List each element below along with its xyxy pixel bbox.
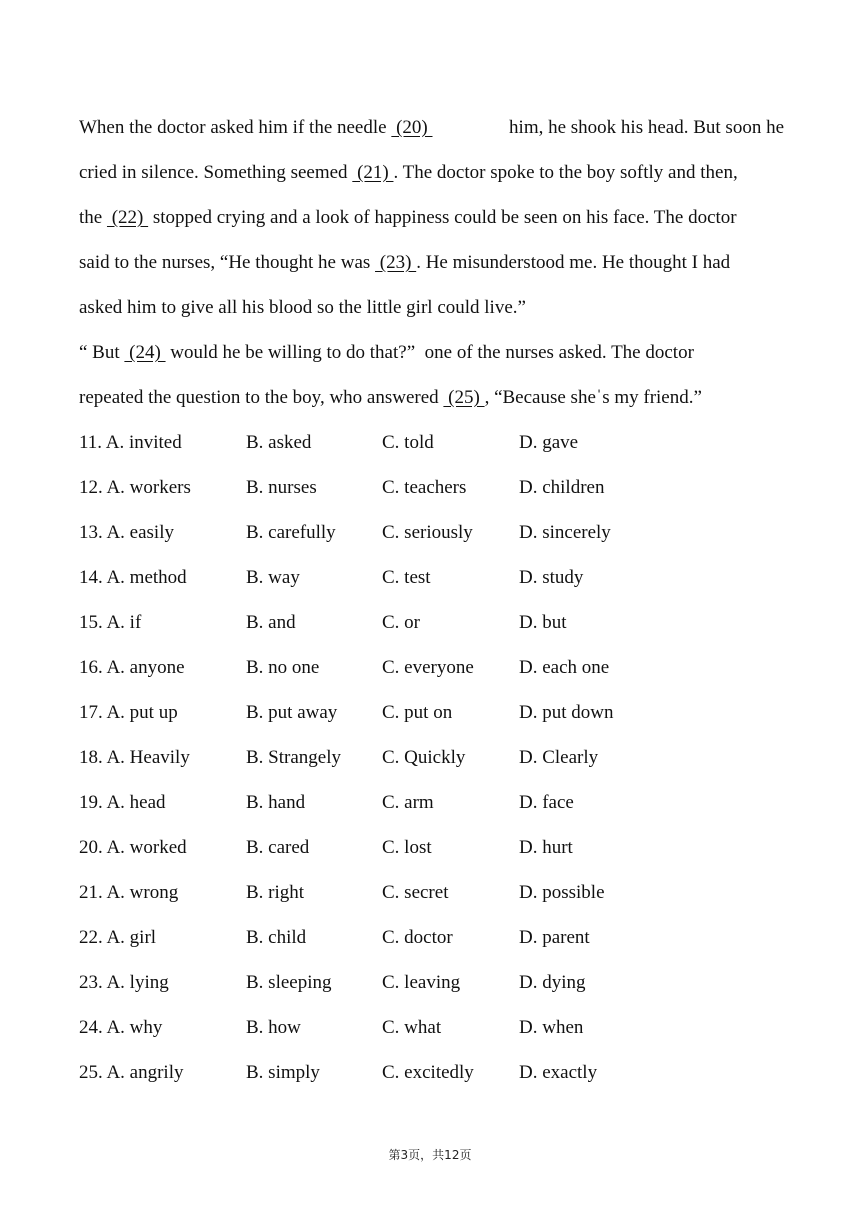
- passage-line: [79, 285, 784, 330]
- passage-text: “ But: [79, 342, 125, 363]
- option-c: C. secret: [382, 882, 449, 903]
- passage-text: repeated the question to the boy, who answered: [79, 387, 444, 408]
- blank-21: (21): [352, 162, 394, 183]
- question-row: [79, 1050, 784, 1095]
- option-b: B. put away: [246, 702, 338, 723]
- option-b: B. child: [246, 927, 307, 948]
- option-a: 15. A. if: [79, 612, 142, 633]
- option-c: C. excitedly: [382, 1062, 474, 1083]
- option-d: D. but: [519, 612, 567, 633]
- option-d: D. exactly: [519, 1062, 598, 1083]
- passage-line: [79, 330, 784, 375]
- option-c: C. leaving: [382, 972, 461, 993]
- option-c: C. put on: [382, 702, 453, 723]
- blank-20: (20): [391, 117, 433, 138]
- passage-text: When the doctor asked him if the needle: [79, 117, 392, 138]
- option-d: D. sincerely: [519, 522, 611, 543]
- passage-line: [79, 375, 784, 420]
- passage-text: said to the nurses, “He thought he was: [79, 252, 376, 273]
- question-row: [79, 870, 784, 915]
- option-b: B. how: [246, 1017, 301, 1038]
- option-a: 17. A. put up: [79, 702, 178, 723]
- answer-options: [79, 420, 784, 1095]
- blank-24: (24): [124, 342, 166, 363]
- option-a: 13. A. easily: [79, 522, 174, 543]
- question-row: [79, 915, 784, 960]
- option-a: 19. A. head: [79, 792, 166, 813]
- passage-text: asked him to give all his blood so the little girl could live.”: [79, 297, 526, 318]
- option-d: D. put down: [519, 702, 614, 723]
- cloze-passage: [79, 105, 784, 420]
- passage-text: him, he shook his head. But soon he: [504, 117, 784, 138]
- option-c: C. teachers: [382, 477, 467, 498]
- passage-text: stopped crying and a look of happiness could be seen on his face. The doctor: [148, 207, 737, 228]
- option-a: 16. A. anyone: [79, 657, 185, 678]
- option-a: 11. A. invited: [79, 432, 182, 453]
- option-d: D. gave: [519, 432, 579, 453]
- option-b: B. and: [246, 612, 296, 633]
- option-a: 24. A. why: [79, 1017, 163, 1038]
- option-d: D. study: [519, 567, 584, 588]
- option-b: B. no one: [246, 657, 320, 678]
- option-b: B. cared: [246, 837, 310, 858]
- option-b: B. carefully: [246, 522, 336, 543]
- question-row: [79, 465, 784, 510]
- option-c: C. told: [382, 432, 434, 453]
- blank-22: (22): [106, 207, 149, 228]
- question-row: [79, 510, 784, 555]
- option-d: D. dying: [519, 972, 586, 993]
- option-a: 25. A. angrily: [79, 1062, 184, 1083]
- option-c: C. or: [382, 612, 420, 633]
- option-a: 18. A. Heavily: [79, 747, 190, 768]
- question-row: [79, 555, 784, 600]
- option-d: D. when: [519, 1017, 584, 1038]
- option-d: D. each one: [519, 657, 610, 678]
- option-b: B. way: [246, 567, 300, 588]
- question-row: [79, 690, 784, 735]
- option-c: C. what: [382, 1017, 442, 1038]
- question-row: [79, 780, 784, 825]
- option-c: C. test: [382, 567, 431, 588]
- option-d: D. parent: [519, 927, 590, 948]
- option-a: 23. A. lying: [79, 972, 169, 993]
- page-number: 第3页，共12页: [388, 1148, 472, 1162]
- option-b: B. hand: [246, 792, 306, 813]
- option-c: C. arm: [382, 792, 434, 813]
- question-row: [79, 825, 784, 870]
- option-d: D. children: [519, 477, 605, 498]
- option-c: C. doctor: [382, 927, 453, 948]
- passage-line: [79, 195, 784, 240]
- blank-25: (25): [443, 387, 485, 408]
- passage-text: would he be willing to do that?” one of the nurses asked. The doctor: [165, 342, 694, 363]
- option-d: D. hurt: [519, 837, 573, 858]
- option-c: C. Quickly: [382, 747, 466, 768]
- passage-text: . The doctor spoke to the boy softly and then,: [393, 162, 738, 183]
- option-a: 20. A. worked: [79, 837, 187, 858]
- passage-text: the: [79, 207, 107, 228]
- option-a: 14. A. method: [79, 567, 187, 588]
- option-b: B. right: [246, 882, 305, 903]
- passage-text: , “Because sheˈs my friend.”: [484, 387, 702, 408]
- question-row: [79, 1005, 784, 1050]
- question-row: [79, 420, 784, 465]
- option-c: C. seriously: [382, 522, 473, 543]
- passage-line: [79, 105, 784, 150]
- question-row: [79, 960, 784, 1005]
- option-b: B. nurses: [246, 477, 317, 498]
- question-row: [79, 600, 784, 645]
- passage-text: cried in silence. Something seemed: [79, 162, 353, 183]
- passage-text: . He misunderstood me. He thought I had: [416, 252, 731, 273]
- option-b: B. asked: [246, 432, 312, 453]
- blank-23: (23): [375, 252, 417, 273]
- option-d: D. face: [519, 792, 574, 813]
- question-row: [79, 645, 784, 690]
- question-row: [79, 735, 784, 780]
- option-b: B. sleeping: [246, 972, 332, 993]
- option-b: B. simply: [246, 1062, 320, 1083]
- passage-line: [79, 150, 784, 195]
- option-c: C. everyone: [382, 657, 474, 678]
- passage-line: [79, 240, 784, 285]
- option-c: C. lost: [382, 837, 432, 858]
- option-a: 22. A. girl: [79, 927, 157, 948]
- option-a: 21. A. wrong: [79, 882, 179, 903]
- option-d: D. possible: [519, 882, 605, 903]
- option-d: D. Clearly: [519, 747, 599, 768]
- option-b: B. Strangely: [246, 747, 341, 768]
- option-a: 12. A. workers: [79, 477, 191, 498]
